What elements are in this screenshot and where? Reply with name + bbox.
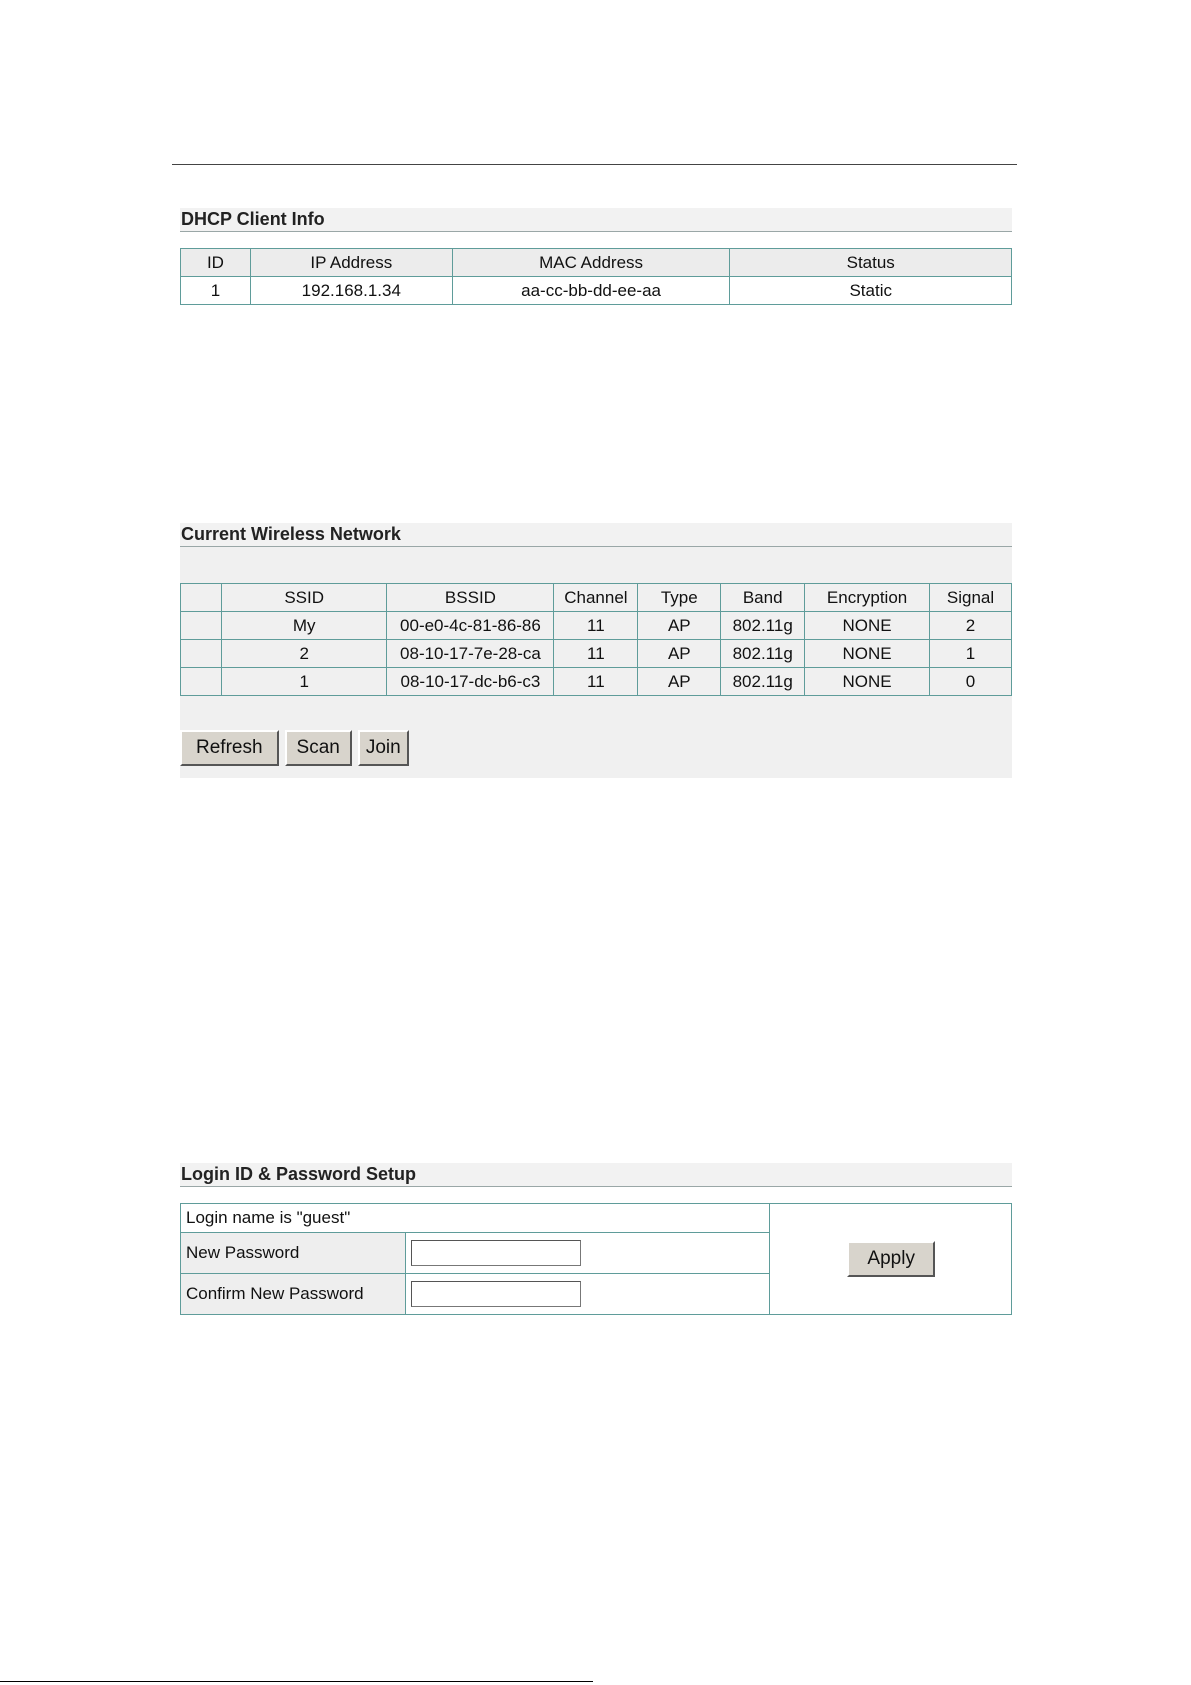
wireless-cell-ssid: 1 bbox=[221, 668, 387, 696]
table-row[interactable] bbox=[181, 668, 1012, 696]
dhcp-col-status: Status bbox=[730, 249, 1012, 277]
wireless-cell-ssid: My bbox=[221, 612, 387, 640]
wireless-section-title: Current Wireless Network bbox=[180, 523, 1012, 547]
dhcp-client-table bbox=[180, 248, 1012, 305]
login-section-title: Login ID & Password Setup bbox=[180, 1163, 1012, 1187]
wireless-col-signal: Signal bbox=[930, 584, 1012, 612]
dhcp-cell-ip: 192.168.1.34 bbox=[250, 277, 452, 305]
wireless-col-band: Band bbox=[721, 584, 805, 612]
wireless-cell-select[interactable] bbox=[181, 640, 222, 668]
wireless-cell-signal: 1 bbox=[930, 640, 1012, 668]
wireless-cell-signal: 0 bbox=[930, 668, 1012, 696]
wireless-cell-channel: 11 bbox=[554, 640, 638, 668]
new-password-field[interactable] bbox=[411, 1240, 581, 1266]
wireless-col-channel: Channel bbox=[554, 584, 638, 612]
wireless-cell-select[interactable] bbox=[181, 612, 222, 640]
confirm-password-label: Confirm New Password bbox=[181, 1274, 406, 1315]
wireless-cell-band: 802.11g bbox=[721, 668, 805, 696]
wireless-col-encryption: Encryption bbox=[805, 584, 930, 612]
dhcp-col-id: ID bbox=[181, 249, 251, 277]
apply-cell bbox=[770, 1204, 1012, 1315]
wireless-col-ssid: SSID bbox=[221, 584, 387, 612]
wireless-cell-encryption: NONE bbox=[805, 668, 930, 696]
wireless-cell-bssid: 08-10-17-dc-b6-c3 bbox=[387, 668, 554, 696]
confirm-password-cell bbox=[405, 1274, 769, 1315]
new-password-cell bbox=[405, 1233, 769, 1274]
login-password-table bbox=[180, 1203, 1012, 1315]
wireless-cell-type: AP bbox=[638, 668, 721, 696]
wireless-cell-channel: 11 bbox=[554, 668, 638, 696]
wireless-col-type: Type bbox=[638, 584, 721, 612]
dhcp-header-row bbox=[181, 249, 1012, 277]
dhcp-section-title: DHCP Client Info bbox=[180, 208, 1012, 232]
dhcp-client-info-section bbox=[180, 208, 1012, 305]
dhcp-cell-mac: aa-cc-bb-dd-ee-aa bbox=[452, 277, 730, 305]
table-row[interactable] bbox=[181, 640, 1012, 668]
join-button[interactable]: Join bbox=[358, 730, 409, 766]
dhcp-cell-id: 1 bbox=[181, 277, 251, 305]
wireless-cell-band: 802.11g bbox=[721, 640, 805, 668]
wireless-header-row bbox=[181, 584, 1012, 612]
wireless-col-select bbox=[181, 584, 222, 612]
wireless-cell-signal: 2 bbox=[930, 612, 1012, 640]
scan-button[interactable]: Scan bbox=[285, 730, 352, 766]
current-wireless-network-section bbox=[180, 523, 1012, 778]
wireless-button-row bbox=[180, 730, 1012, 766]
login-password-setup-section bbox=[180, 1163, 1012, 1315]
apply-button[interactable]: Apply bbox=[847, 1241, 935, 1277]
table-row[interactable] bbox=[181, 612, 1012, 640]
wireless-cell-encryption: NONE bbox=[805, 612, 930, 640]
wireless-cell-bssid: 08-10-17-7e-28-ca bbox=[387, 640, 554, 668]
new-password-label: New Password bbox=[181, 1233, 406, 1274]
dhcp-cell-status: Static bbox=[730, 277, 1012, 305]
top-rule bbox=[172, 164, 1017, 165]
wireless-cell-select[interactable] bbox=[181, 668, 222, 696]
wireless-cell-band: 802.11g bbox=[721, 612, 805, 640]
wireless-cell-bssid: 00-e0-4c-81-86-86 bbox=[387, 612, 554, 640]
wireless-cell-type: AP bbox=[638, 612, 721, 640]
wireless-cell-channel: 11 bbox=[554, 612, 638, 640]
table-row bbox=[181, 277, 1012, 305]
login-name-text: Login name is "guest" bbox=[181, 1204, 770, 1233]
footnote-rule bbox=[0, 1681, 593, 1682]
refresh-button[interactable]: Refresh bbox=[180, 730, 279, 766]
wireless-cell-encryption: NONE bbox=[805, 640, 930, 668]
wireless-col-bssid: BSSID bbox=[387, 584, 554, 612]
wireless-cell-type: AP bbox=[638, 640, 721, 668]
dhcp-col-ip: IP Address bbox=[250, 249, 452, 277]
wireless-network-table bbox=[180, 583, 1012, 696]
confirm-password-field[interactable] bbox=[411, 1281, 581, 1307]
wireless-cell-ssid: 2 bbox=[221, 640, 387, 668]
dhcp-col-mac: MAC Address bbox=[452, 249, 730, 277]
